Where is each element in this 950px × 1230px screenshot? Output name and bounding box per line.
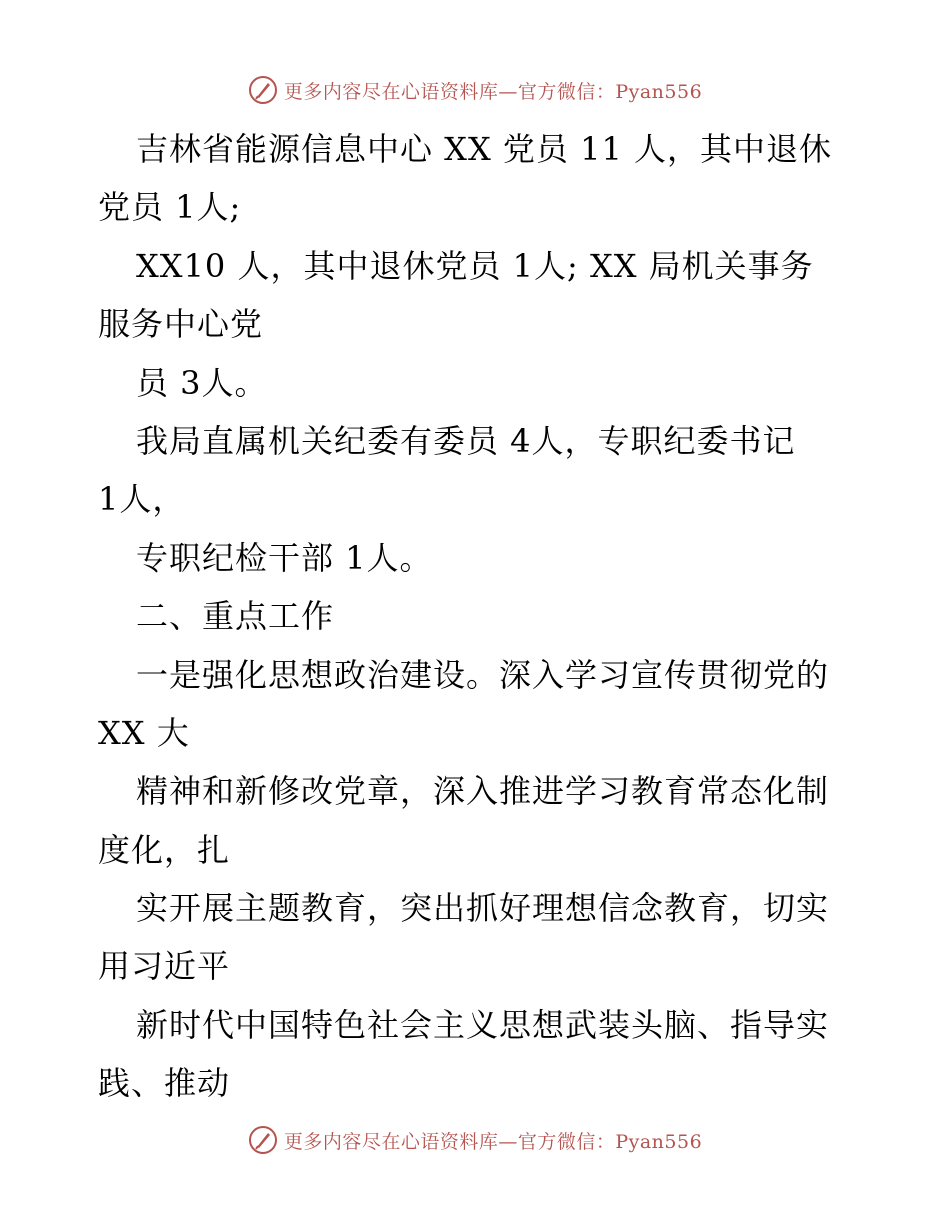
- section-heading: 二、重点工作: [136, 597, 335, 636]
- text-line: 一是强化思想政治建设。深入学习宣传贯彻党的: [136, 655, 830, 694]
- footer-banner-text: 更多内容尽在心语资料库—官方微信：Pyan556: [283, 1130, 703, 1153]
- text-line: 用习近平: [98, 947, 231, 986]
- text-line: 我局直属机关纪委有委员 4人，专职纪委书记: [136, 421, 796, 460]
- text-line: XX10 人，其中退休党员 1人; XX 局机关事务: [136, 246, 814, 285]
- quill-pen-logo-icon: [248, 1125, 278, 1155]
- header-banner-text: 更多内容尽在心语资料库—官方微信：Pyan556: [283, 80, 703, 103]
- text-line: 度化，扎: [98, 830, 231, 869]
- text-line: 1人，: [98, 480, 186, 519]
- text-line: 员 3人。: [136, 363, 268, 402]
- text-line: 专职纪检干部 1人。: [136, 538, 433, 577]
- text-line: 服务中心党: [98, 305, 264, 344]
- text-line: 党员 1人;: [98, 188, 242, 227]
- text-line: 吉林省能源信息中心 XX 党员 11 人，其中退休: [136, 130, 832, 168]
- text-line: XX 大: [98, 713, 190, 752]
- footer-banner: [0, 1120, 950, 1160]
- text-line: 践、推动: [98, 1064, 231, 1103]
- document-body: [98, 120, 858, 1113]
- text-line: 精神和新修改党章，深入推进学习教育常态化制: [136, 772, 830, 811]
- quill-pen-logo-icon: [248, 75, 278, 105]
- text-line: 实开展主题教育，突出抓好理想信念教育，切实: [136, 889, 830, 928]
- text-line: 新时代中国特色社会主义思想武装头脑、指导实: [136, 1005, 830, 1044]
- header-banner: [0, 70, 950, 110]
